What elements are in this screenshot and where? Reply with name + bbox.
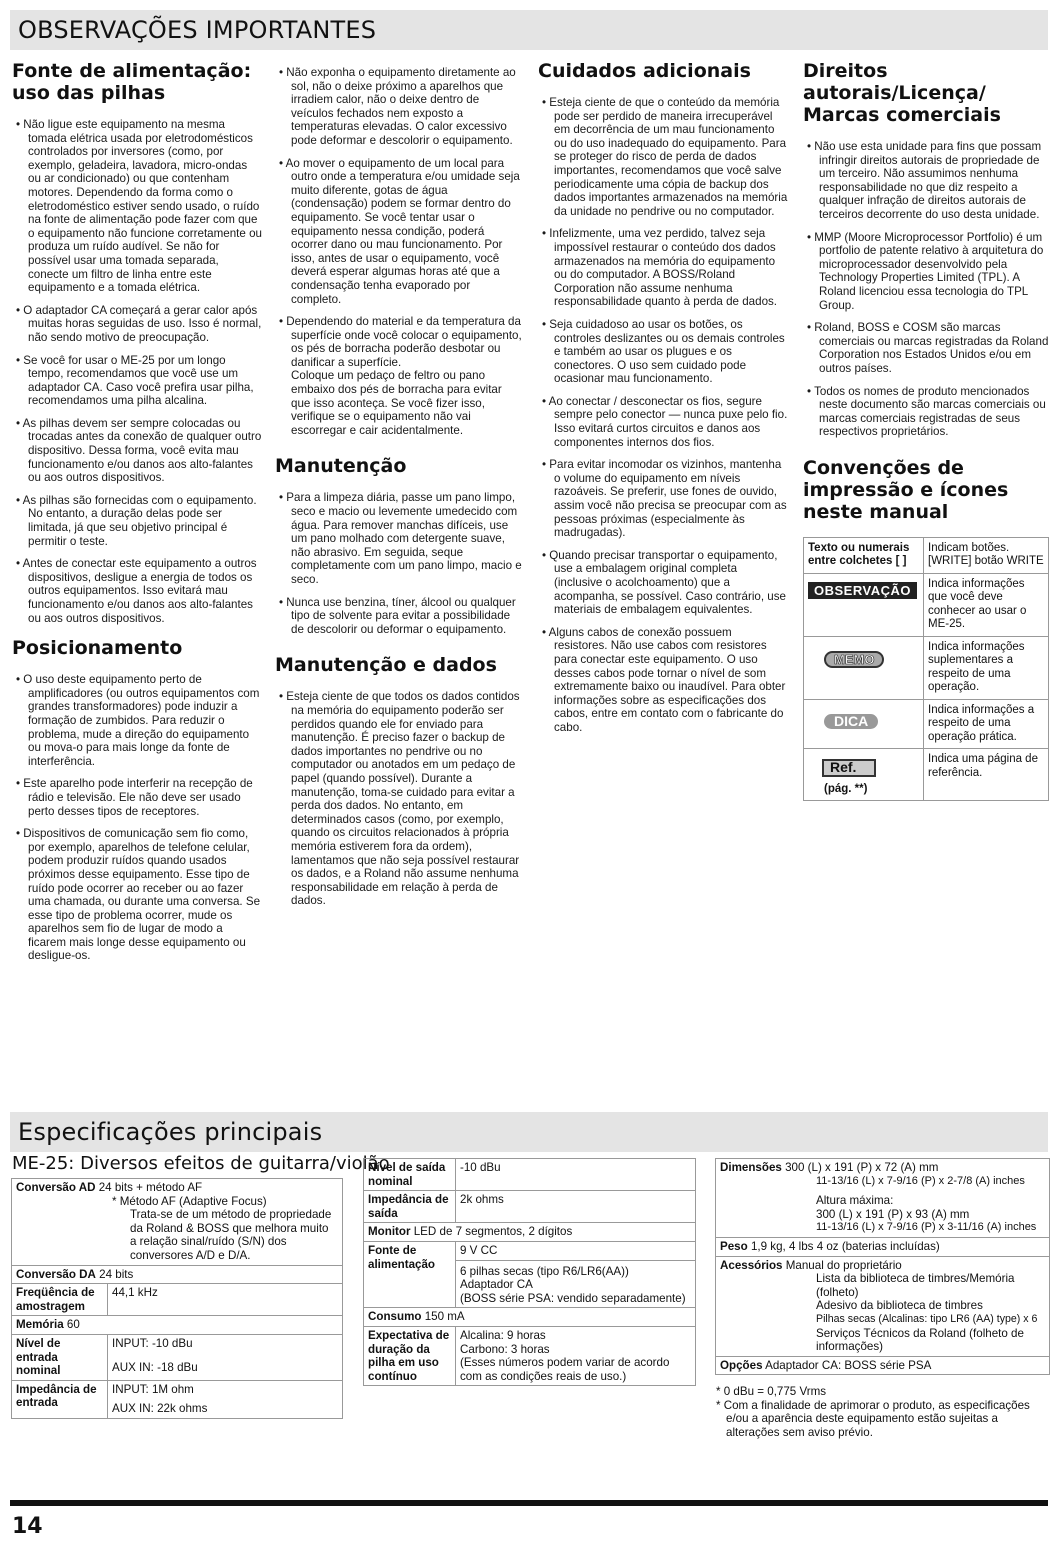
list-item: • Infelizmente, uma vez perdido, talvez seja impossível restaurar o conteúdo dos dados armazenados na memória do equipamento ou do computador. A BOSS/Roland Corporation não assume nenhuma responsabilidade quanto à perda de dados. (538, 227, 788, 309)
section-banner-especificacoes: Especificações principais (10, 1112, 1048, 1152)
table-row (364, 1191, 696, 1223)
list-item: • Dispositivos de comunicação sem fio como, por exemplo, aparelhos de telefone celular, podem produzir ruídos quando usados próximos desse equipamento. Esse tipo de ruído pode ocorrer ao receber ou ao fazer uma chamada, ou durante uma conversa. Se esse tipo de problema ocorrer, mude os aparelhos sem fio de lugar de modo a ficarem mais longe desse equipamento ou desligue-os. (12, 827, 262, 963)
table-row (12, 1316, 343, 1335)
table-row (364, 1159, 696, 1191)
table-cell: Indica informações a respeito de uma operação prática. (924, 699, 1049, 749)
spec-value: Adaptador CA: BOSS série PSA (765, 1358, 932, 1372)
list-item: • Ao conectar / desconectar os fios, segure sempre pelo conector — nunca puxe pelo fio. Isso evitará curtos circuitos e danos aos componentes internos dos fios. (538, 395, 788, 449)
table-row (804, 573, 1049, 636)
table-row (12, 1265, 343, 1284)
spec-value: * Método AF (Adaptive Focus) (112, 1194, 267, 1208)
spec-value: 300 (L) x 191 (P) x 72 (A) mm (785, 1161, 939, 1174)
table-cell: Indica informações suplementares a respeito de uma operação. (924, 636, 1049, 699)
table-cell (364, 1308, 696, 1327)
list-item: • Não use esta unidade para fins que possam infringir direitos autorais de propriedade de um terceiro. Não assumimos nenhuma responsabilidade no que diz respeito a qualquer infração de direitos autorais de terceiros decorrente do uso desta unidade. (803, 140, 1049, 222)
spec-value: 24 bits + método AF (98, 1181, 203, 1194)
spec-key: Nível de saída nominal (364, 1159, 456, 1191)
column-2 (275, 66, 523, 920)
table-row (364, 1326, 696, 1385)
spec-key: Memória (16, 1318, 64, 1332)
spec-note: * Com a finalidade de aprimorar o produto, as especificações e/ou a aparência deste equipamento estão sujeitas a alterações sem aviso prévio. (716, 1398, 1030, 1439)
ref-badge-icon: Ref. (822, 759, 876, 777)
list-item: • Para evitar incomodar os vizinhos, mantenha o volume do equipamento em níveis razoáveis. Se preferir, use fones de ouvido, assim você não precisa se preocupar com as pessoas próximas (especialmente às madrugadas). (538, 458, 788, 540)
spec-value: 11-13/16 (L) x 7-9/16 (P) x 2-7/8 (A) inches (816, 1174, 1025, 1187)
spec-value: LED de 7 segmentos, 2 dígitos (413, 1225, 573, 1239)
spec-value: Carbono: 3 horas (460, 1342, 550, 1356)
table-cell: Texto ou numerais entre colchetes [ ] (804, 537, 924, 573)
spec-table-1 (11, 1178, 343, 1419)
spec-value: 150 mA (424, 1310, 465, 1324)
spec-value: 24 bits (99, 1267, 134, 1281)
list-item: • Não exponha o equipamento diretamente ao sol, não o deixe próximo a aparelhos que irradiem calor, não o deixe dentro de veículos fechados nem exposto a temperaturas elevadas. O calor excessivo pode deformar e descolorir o equipamento. (275, 66, 523, 148)
table-cell (108, 1380, 343, 1418)
spec-key: Fonte de alimentação (364, 1241, 456, 1307)
heading-manutencao-dados: Manutenção e dados (275, 654, 497, 677)
spec-key: Peso (720, 1239, 748, 1253)
list-item: • Esteja ciente de que todos os dados contidos na memória do equipamento poderão ser perdidos quando ele for enviado para manutenção. É preciso fazer o backup de dados importantes no pendrive ou no computador ou anotados em um pedaço de papel (quando possível). Durante a manutenção, toma-se cuidado para evitar a perda dos dados. No entanto, em determinados casos (como, por exemplo, quando os circuitos relacionados à própria memória estiverem fora da ordem), lamentamos que não seja possível restaurar os dados, e a Roland não assume nenhuma responsabilidade em relação à perda de dados. (275, 690, 523, 908)
table-row (716, 1159, 1050, 1238)
list-cuidados-adicionais (538, 96, 788, 735)
dica-badge-icon: DICA (824, 714, 878, 730)
list-item (275, 315, 523, 437)
table-cell (456, 1326, 696, 1385)
spec-value: 9 V CC (456, 1244, 695, 1261)
list-manutencao-dados (275, 690, 523, 908)
table-cell (716, 1356, 1050, 1375)
list-item: • MMP (Moore Microprocessor Portfolio) é um portfolio de patente relativo à arquitetura do microprocessador desenvolvido pela Technology Properties Limited (TPL). A Roland licenciou essa tecnologia do TPL Group. (803, 231, 1049, 313)
spec-value: 6 pilhas secas (tipo R6/LR6(AA)) (460, 1264, 629, 1278)
heading-cuidados-adicionais: Cuidados adicionais (538, 60, 751, 82)
table-row (716, 1237, 1050, 1256)
spec-table-2 (363, 1158, 696, 1386)
list-item: • Esteja ciente de que o conteúdo da memória pode ser perdido de maneira irrecuperável em decorrência de um mau funcionamento ou do uso inadequado do equipamento. Para se proteger do risco de perda de dados importantes, recomendamos que você salve periodicamente uma cópia de backup dos dados importantes armazenados na memória da unidade no pendrive ou no computador. (538, 96, 788, 218)
list-item: • Este aparelho pode interferir na recepção de rádio e televisão. Ele não deve ser usado perto desses tipos de receptores. (12, 777, 262, 818)
list-item: • Nunca use benzina, tíner, álcool ou qualquer tipo de solvente para evitar a possibilidade de descolorir ou deformar o equipamento. (275, 596, 523, 637)
table-row (364, 1308, 696, 1327)
page-number: 14 (12, 1514, 43, 1539)
table-cell (924, 537, 1049, 573)
list-manutencao (275, 491, 523, 636)
spec-value: Adesivo da biblioteca de timbres (816, 1299, 983, 1313)
list-posicionamento-cont (275, 66, 523, 437)
column-1 (12, 60, 262, 975)
column-3 (538, 60, 788, 744)
spec-value: INPUT: 1M ohm (112, 1382, 194, 1396)
section-convencoes (803, 457, 1049, 802)
spec-value: Pilhas secas (Alcalinas: tipo LR6 (AA) type) x 6 (816, 1312, 1038, 1325)
spec-subtitle: ME-25: Diversos efeitos de guitarra/violão (12, 1153, 390, 1174)
table-cell (804, 636, 924, 699)
list-fonte-alimentacao (12, 118, 262, 625)
table-cell (804, 749, 924, 801)
list-item: • Para a limpeza diária, passe um pano limpo, seco e macio ou levemente umedecido com água. Para remover manchas difíceis, use um pano molhado com detergente suave, não abrasivo. Em seguida, seque completamente com um pano limpo, macio e seco. (275, 491, 523, 586)
list-item: • Todos os nomes de produto mencionados neste documento são marcas comerciais ou marcas comerciais registradas de seus respectivos proprietários. (803, 385, 1049, 439)
spec-value: INPUT: -10 dBu (112, 1336, 193, 1350)
spec-key: Opções (720, 1358, 763, 1372)
list-item: • Alguns cabos de conexão possuem resistores. Não use cabos com resistores para conectar este equipamento. O uso desses cabos pode tornar o nível de som extremamente baixo ou inaudível. Para obter informações sobre as especificações dos cabos, entre em contato com o fabricante do cabo. (538, 626, 788, 735)
spec-key: Impedância de entrada (12, 1380, 108, 1418)
heading-manutencao: Manutenção (275, 455, 407, 478)
section-fonte-alimentacao (12, 60, 262, 625)
table-cell: Indica informações que você deve conhecer ao usar o ME-25. (924, 573, 1049, 636)
cell-line: [WRITE] botão WRITE (928, 555, 1044, 568)
ref-page-label: (pág. **) (824, 782, 868, 795)
list-item: • As pilhas são fornecidas com o equipamento. No entanto, a duração delas pode ser limitada, já que seu objetivo principal é permitir o teste. (12, 494, 262, 548)
spec-value: 11-13/16 (L) x 7-9/16 (P) x 3-11/16 (A) inches (816, 1221, 1037, 1234)
spec-value: -10 dBu (456, 1159, 696, 1191)
table-cell (12, 1179, 343, 1266)
spec-key: Conversão AD (16, 1181, 96, 1194)
spec-value: Altura máxima: (816, 1194, 894, 1208)
spec-value: 300 (L) x 191 (P) x 93 (A) mm (816, 1207, 970, 1221)
heading-direitos-autorais: Direitos autorais/Licença/ Marcas comerciais (803, 60, 1001, 126)
table-cell: Indica uma página de referência. (924, 749, 1049, 801)
section-direitos-autorais (803, 60, 1049, 439)
list-posicionamento (12, 673, 262, 963)
heading-fonte-alimentacao: Fonte de alimentação: uso das pilhas (12, 60, 252, 104)
spec-value: 60 (66, 1318, 80, 1332)
spec-notes (716, 1385, 1050, 1439)
spec-value: (Esses números podem variar de acordo com as condições reais de uso.) (460, 1356, 670, 1383)
spec-value: AUX IN: 22k ohms (112, 1402, 208, 1416)
spec-value: 44,1 kHz (108, 1284, 343, 1316)
list-item-text: Dependendo do material e da temperatura da superfície onde você colocar o equipamento, os pés de borracha poderão desbotar ou danificar a superfície. (286, 315, 522, 369)
spec-value: (BOSS série PSA: vendido separadamente) (460, 1291, 686, 1305)
list-item: • O uso deste equipamento perto de amplificadores (ou outros equipamentos com grandes transformadores) pode induzir a formação de zumbidos. Para reduzir o problema, mude a direção do equipamento ou mova-o para mais longe da fonte de interferência. (12, 673, 262, 768)
table-cell (12, 1316, 343, 1335)
table-row (804, 537, 1049, 573)
table-row (12, 1179, 343, 1266)
table-cell (108, 1334, 343, 1380)
spec-value: Adaptador CA (460, 1278, 533, 1292)
table-cell (804, 699, 924, 749)
table-row (804, 749, 1049, 801)
table-row (12, 1334, 343, 1380)
section-manutencao (275, 455, 523, 636)
heading-convencoes: Convenções de impressão e ícones neste manual (803, 456, 1009, 523)
table-row (364, 1241, 696, 1307)
table-cell (716, 1237, 1050, 1256)
table-row (716, 1256, 1050, 1356)
spec-key: Conversão DA (16, 1267, 96, 1281)
spec-value: 2k ohms (456, 1191, 696, 1223)
spec-value: Alcalina: 9 horas (460, 1328, 546, 1342)
table-row (804, 636, 1049, 699)
spec-key: Consumo (368, 1310, 422, 1324)
spec-value: AUX IN: -18 dBu (112, 1360, 198, 1374)
list-item: • Não ligue este equipamento na mesma tomada elétrica usada por eletrodomésticos controlados por inversores (como, por exemplo, geladeira, lavadora, micro-ondas ou ar condicionado) ou que contenham motores. Dependendo da forma como o eletrodoméstico estiver sendo usado, o ruído na fonte de alimentação pode fazer com que o equipamento não funcione corretamente ou produza um ruído audível. Se não for possível usar uma tomada separada, conecte um filtro de linha entre este equipamento e a tomada elétrica. (12, 118, 262, 295)
table-row (12, 1284, 343, 1316)
spec-key: Nível de entrada nominal (12, 1334, 108, 1380)
column-4 (803, 60, 1049, 813)
table-cell (804, 573, 924, 636)
spec-key: Expectativa de duração da pilha em uso contínuo (364, 1326, 456, 1385)
spec-value: Trata-se de um método de propriedade da Roland & BOSS que melhora muito a relação sinal/ruído (S/N) dos conversores A/D e D/A. (130, 1208, 332, 1262)
spec-value: 1,9 kg, 4 lbs 4 oz (baterias incluídas) (750, 1239, 940, 1253)
spec-key: Dimensões (720, 1161, 782, 1174)
list-item: • As pilhas devem ser sempre colocadas ou trocadas antes da conexão de qualquer outro dispositivo. Dessa forma, você evita mau funcionamento e/ou danos aos alto-falantes ou aos outros dispositivos. (12, 417, 262, 485)
spec-note: * 0 dBu = 0,775 Vrms (716, 1385, 827, 1398)
spec-table-3 (715, 1158, 1050, 1375)
table-row (804, 699, 1049, 749)
list-item-continuation: Coloque um pedaço de feltro ou pano embaixo dos pés de borracha para evitar que isso aconteça. Se você fizer isso, verifique se o equipamento não vai escorregar e cair acidentalmente. (291, 369, 502, 437)
section-posicionamento (12, 637, 262, 963)
list-item: • Quando precisar transportar o equipamento, use a embalagem original completa (inclusive o acolchoamento) que a acompanha, se possível. Caso contrário, use materiais de embalagem equivalentes. (538, 549, 788, 617)
table-cell (456, 1241, 696, 1307)
footer-rule (10, 1500, 1048, 1506)
observacao-badge-icon: OBSERVAÇÃO (808, 582, 917, 600)
cell-line: Indicam botões. (928, 541, 1010, 554)
heading-posicionamento: Posicionamento (12, 637, 183, 660)
spec-key: Impedância de saída (364, 1191, 456, 1223)
table-row (12, 1380, 343, 1418)
table-row (364, 1223, 696, 1242)
table-row (716, 1356, 1050, 1375)
section-banner-observacoes: OBSERVAÇÕES IMPORTANTES (10, 10, 1048, 50)
section-posicionamento-cont (275, 66, 523, 437)
spec-key: Freqüência de amostragem (12, 1284, 108, 1316)
table-cell (364, 1223, 696, 1242)
spec-value: Manual do proprietário (785, 1258, 902, 1272)
memo-badge-icon: MEMO (824, 651, 884, 669)
table-cell (716, 1159, 1050, 1238)
list-item: • Antes de conectar este equipamento a outros dispositivos, desligue a energia de todos os outros equipamentos. Isso evitará mau funcionamento e/ou danos aos alto-falantes ou aos outros dispositivos. (12, 557, 262, 625)
section-manutencao-dados (275, 654, 523, 908)
spec-key: Acessórios (720, 1258, 783, 1272)
list-direitos-autorais (803, 140, 1049, 439)
list-item: • Ao mover o equipamento de um local para outro onde a temperatura e/ou umidade seja muito diferente, gotas de água (condensação) podem se formar dentro do equipamento. Se você tentar usar o equipamento nessa condição, poderá ocorrer dano ou mau funcionamento. Por isso, antes de usar o equipamento, você deverá esperar algumas horas até que a condensação tenha evaporado por completo. (275, 157, 523, 307)
list-item: • Roland, BOSS e COSM são marcas comerciais ou marcas registradas da Roland Corporation nos Estados Unidos e/ou em outros países. (803, 321, 1049, 375)
spec-key: Monitor (368, 1225, 411, 1239)
table-cell (716, 1256, 1050, 1356)
conventions-table (803, 537, 1049, 802)
list-item: • Se você for usar o ME-25 por um longo tempo, recomendamos que você use um adaptador CA. Caso você prefira usar pilha, recomendamos uma pilha alcalina. (12, 354, 262, 408)
list-item: • Seja cuidadoso ao usar os botões, os controles deslizantes ou os demais controles e também ao usar os plugues e os conectores. O uso sem cuidado pode ocasionar mau funcionamento. (538, 318, 788, 386)
spec-value: Serviços Técnicos da Roland (folheto de informações) (816, 1326, 1024, 1354)
list-item: • O adaptador CA começará a gerar calor após muitas horas seguidas de uso. Isso é normal, não sendo motivo de preocupação. (12, 304, 262, 345)
table-cell (12, 1265, 343, 1284)
spec-value: Lista da biblioteca de timbres/Memória (folheto) (816, 1272, 1015, 1299)
